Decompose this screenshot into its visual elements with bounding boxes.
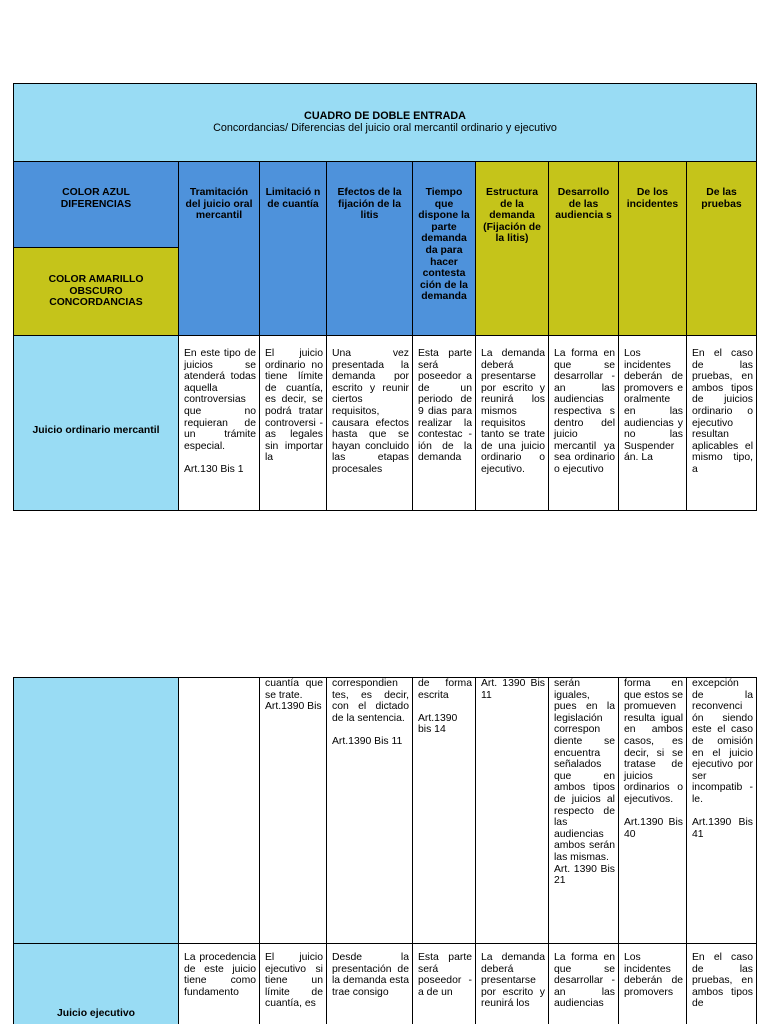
- row-label-ordinario: Juicio ordinario mercantil: [13, 336, 179, 511]
- cell-cont-estructura: Art. 1390 Bis 11: [476, 677, 549, 944]
- header-tiempo-contestacion: Tiempo que dispone la parte demanda da para hacer contesta ción de la demanda: [413, 162, 476, 336]
- cell-ejecutivo-pruebas: En el caso de las pruebas, en ambos tipos de: [687, 944, 757, 1024]
- table-page-2: [13, 677, 757, 1024]
- cell-ejecutivo-incidentes: Los incidentes deberán de promovers: [619, 944, 687, 1024]
- cell-ejecutivo-tiempo: Esta parte será poseedor -a de un: [413, 944, 476, 1024]
- table-title: CUADRO DE DOBLE ENTRADA: [304, 109, 466, 122]
- table-page-1: [13, 83, 757, 511]
- cell-cont-tramitacion: [179, 677, 260, 944]
- cell-cont-cuantia: cuantía que se trate. Art.1390 Bis: [260, 677, 327, 944]
- cell-ordinario-desarrollo: La forma en que se desarrollar -an las audiencias respectiva s dentro del juicio mercantil ya sea ordinario o ejecutivo: [549, 336, 619, 511]
- cell-ordinario-tiempo: Esta parte será poseedor a de un periodo de 9 dias para realizar la contestac -ión de la demanda: [413, 336, 476, 511]
- cell-cont-desarrollo: serán iguales, pues en la legislación correspon diente se encuentra señalados que en ambos tipos de juicios al respecto de las audiencias ambos serán las mismas. Art. 1390 Bis 21: [549, 677, 619, 944]
- legend-blue-differences: COLOR AZUL DIFERENCIAS: [13, 162, 179, 248]
- table-subtitle: Concordancias/ Diferencias del juicio oral mercantil ordinario y ejecutivo: [213, 121, 557, 134]
- cell-ejecutivo-desarrollo: La forma en que se desarrollar -an las audiencias: [549, 944, 619, 1024]
- cell-ejecutivo-tramitacion: La procedencia de este juicio tiene como fundamento: [179, 944, 260, 1024]
- cell-cont-incidentes: forma en que estos se promueven resulta igual en ambos casos, es decir, si se tratase de juicios ordinarios o ejecutivos. Art.1390 Bis 40: [619, 677, 687, 944]
- header-tramitacion: Tramitación del juicio oral mercantil: [179, 162, 260, 336]
- header-incidentes: De los incidentes: [619, 162, 687, 336]
- table-title-cell: [13, 83, 757, 162]
- cell-cont-pruebas: excepción de la reconvenci ón siendo este el caso de omisión en el juicio ejecutivo por ser incompatib -le. Art.1390 Bis 41: [687, 677, 757, 944]
- cell-ordinario-pruebas: En el caso de las pruebas, en ambos tipos de juicios ordinario o ejecutivo resultan aplicables el mismo tipo, a: [687, 336, 757, 511]
- cell-ejecutivo-cuantia: El juicio ejecutivo si tiene un límite de cuantía, es: [260, 944, 327, 1024]
- header-estructura-demanda: Estructura de la demanda (Fijación de la litis): [476, 162, 549, 336]
- legend-yellow-concordances: COLOR AMARILLO OBSCURO CONCORDANCIAS: [13, 248, 179, 336]
- cell-cont-efectos: correspondien tes, es decir, con el dictado de la sentencia. Art.1390 Bis 11: [327, 677, 413, 944]
- cell-ordinario-estructura: La demanda deberá presentarse por escrito y reunirá los mismos requisitos tanto se trate de una juicio ordinario o ejecutivo.: [476, 336, 549, 511]
- header-pruebas: De las pruebas: [687, 162, 757, 336]
- cell-ejecutivo-efectos: Desde la presentación de la demanda esta trae consigo: [327, 944, 413, 1024]
- cell-ordinario-efectos: Una vez presentada la demanda por escrito y reunir ciertos requisitos, causara efectos hasta que se hayan concluido las etapas procesales: [327, 336, 413, 511]
- row-label-continuation: [13, 677, 179, 944]
- cell-ordinario-cuantia: El juicio ordinario no tiene límite de cuantía, es decir, se podrá tratar controversi -as legales sin importar la: [260, 336, 327, 511]
- header-desarrollo-audiencias: Desarrollo de las audiencia s: [549, 162, 619, 336]
- cell-ejecutivo-estructura: La demanda deberá presentarse por escrito y reunirá los: [476, 944, 549, 1024]
- cell-ordinario-incidentes: Los incidentes deberán de promovers e oralmente en las audiencias y no las Suspender án. La: [619, 336, 687, 511]
- row-label-ejecutivo: Juicio ejecutivo: [13, 944, 179, 1024]
- header-efectos-fijacion: Efectos de la fijación de la litis: [327, 162, 413, 336]
- header-limitacion-cuantia: Limitació n de cuantía: [260, 162, 327, 336]
- cell-ordinario-tramitacion: En este tipo de juicios se atenderá todas aquella controversias que no requieran de un trámite especial. Art.130 Bis 1: [179, 336, 260, 511]
- cell-cont-tiempo: de forma escrita Art.1390 bis 14: [413, 677, 476, 944]
